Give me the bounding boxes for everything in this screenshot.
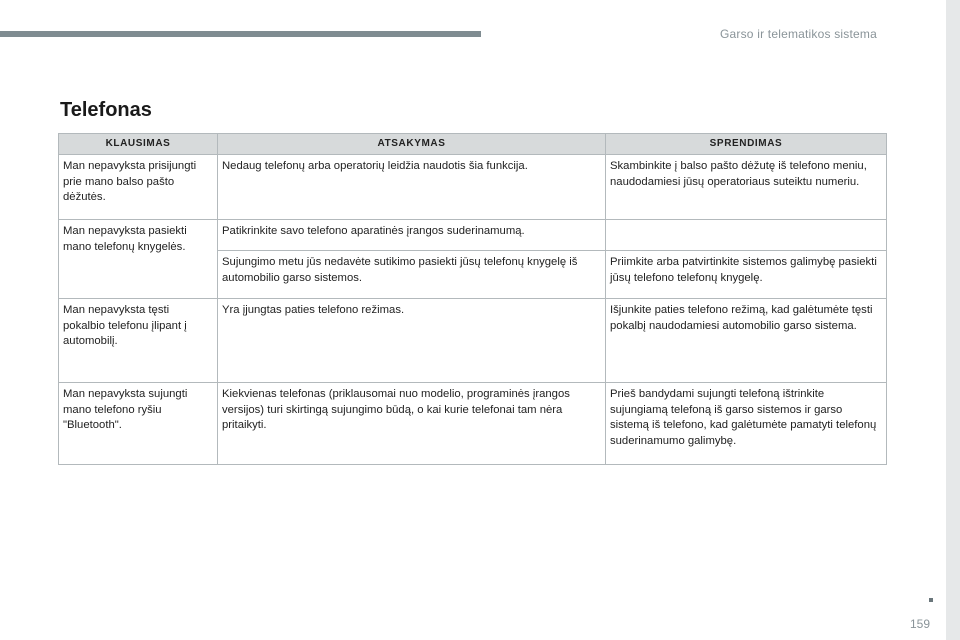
column-header-question: KLAUSIMAS	[59, 134, 218, 155]
faq-table	[58, 133, 887, 465]
page-title: Telefonas	[60, 99, 152, 121]
question-cell: Man nepavyksta tęsti pokalbio telefonu įlipant į automobilį.	[59, 299, 218, 383]
answer-cell: Yra įjungtas paties telefono režimas.	[218, 299, 606, 383]
page-number: 159	[910, 617, 931, 631]
page-edge-band	[946, 0, 960, 640]
table-header-row	[59, 134, 887, 155]
question-cell: Man nepavyksta sujungti mano telefono ryšiu "Bluetooth".	[59, 383, 218, 465]
answer-cell: Kiekvienas telefonas (priklausomai nuo modelio, programinės įrangos versijos) turi skirtingą sujungimo būdą, o kai kurie telefonai tam nėra pritaikyti.	[218, 383, 606, 465]
table-row	[59, 155, 887, 220]
solution-cell: Prieš bandydami sujungti telefoną ištrinkite sujungiamą telefoną iš garso sistemos ir garso sistemą iš telefono, kad galėtumėte pamatyti telefonų suderinamumo galimybę.	[606, 383, 887, 465]
column-header-answer: ATSAKYMAS	[218, 134, 606, 155]
table-row	[59, 299, 887, 383]
table-row	[59, 220, 887, 251]
solution-cell: Skambinkite į balso pašto dėžutę iš telefono meniu, naudodamiesi jūsų operatoriaus suteiktu numeriu.	[606, 155, 887, 220]
column-header-solution: SPRENDIMAS	[606, 134, 887, 155]
question-cell: Man nepavyksta pasiekti mano telefonų knygelės.	[59, 220, 218, 299]
section-title: Garso ir telematikos sistema	[720, 27, 877, 41]
answer-cell: Patikrinkite savo telefono aparatinės įrangos suderinamumą.	[218, 220, 606, 251]
question-cell: Man nepavyksta prisijungti prie mano balso pašto dėžutės.	[59, 155, 218, 220]
header-bar	[0, 31, 481, 37]
solution-cell: Priimkite arba patvirtinkite sistemos galimybę pasiekti jūsų telefono telefonų knygelę.	[606, 251, 887, 299]
solution-cell	[606, 220, 887, 251]
answer-cell: Nedaug telefonų arba operatorių leidžia naudotis šia funkcija.	[218, 155, 606, 220]
answer-cell: Sujungimo metu jūs nedavėte sutikimo pasiekti jūsų telefonų knygelę iš automobilio garso sistemos.	[218, 251, 606, 299]
footer-marker	[929, 598, 933, 602]
solution-cell: Išjunkite paties telefono režimą, kad galėtumėte tęsti pokalbį naudodamiesi automobilio garso sistema.	[606, 299, 887, 383]
table-row	[59, 383, 887, 465]
